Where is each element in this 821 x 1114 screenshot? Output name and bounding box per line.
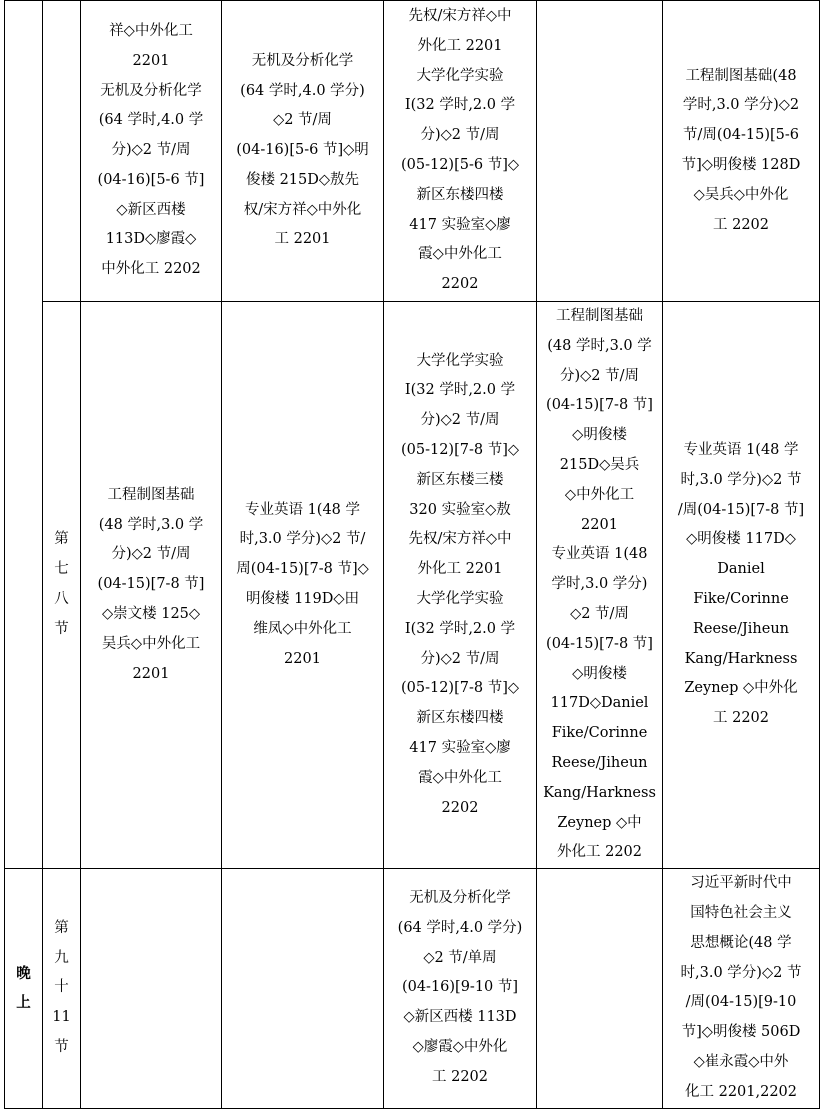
cell-fri-continued: 工程制图基础(48 学时,3.0 学分)◇2 节/周(04-15)[5-6 节]◇明俊楼 128D ◇吴兵◇中外化 工 2202 [663,1,820,302]
timetable [4,0,820,1109]
cell-wed-9-11: 无机及分析化学 (64 学时,4.0 学分) ◇2 节/单周 (04-16)[9-10 节] ◇新区西楼 113D ◇廖霞◇中外化 工 2202 [384,869,537,1108]
cell-wed-7-8: 大学化学实验 I(32 学时,2.0 学 分)◇2 节/周 (05-12)[7-8 节]◇ 新区东楼三楼 320 实验室◇敖 先权/宋方祥◇中 外化工 2201 大学化学实验 I(32 学时,2.0 学 分)◇2 节/周 (05-12)[7-8 节]◇ 新区东楼四楼 417 实验室◇廖 霞◇中外化工 2202 [384,302,537,869]
cell-wed-continued: 先权/宋方祥◇中 外化工 2201 大学化学实验 I(32 学时,2.0 学 分)◇2 节/周 (05-12)[5-6 节]◇ 新区东楼四楼 417 实验室◇廖 霞◇中外化工 2202 [384,1,537,302]
day-label-afternoon [5,1,43,869]
cell-thu-continued [537,1,663,302]
cell-mon-7-8: 工程制图基础 (48 学时,3.0 学 分)◇2 节/周 (04-15)[7-8 节] ◇崇文楼 125◇ 吴兵◇中外化工 2201 [81,302,222,869]
cell-fri-7-8: 专业英语 1(48 学 时,3.0 学分)◇2 节 /周(04-15)[7-8 节] ◇明俊楼 117D◇ Daniel Fike/Corinne Reese/Jiheun Kang/Harkness Zeynep ◇中外化 工 2202 [663,302,820,869]
cell-tue-7-8: 专业英语 1(48 学 时,3.0 学分)◇2 节/ 周(04-15)[7-8 节]◇ 明俊楼 119D◇田 维凤◇中外化工 2201 [222,302,384,869]
timetable-row-period-7-8 [5,302,820,869]
day-label-evening: 晚 上 [5,869,43,1108]
cell-thu-7-8: 工程制图基础 (48 学时,3.0 学 分)◇2 节/周 (04-15)[7-8 节] ◇明俊楼 215D◇吴兵 ◇中外化工 2201 专业英语 1(48 学时,3.0 学分) ◇2 节/周 (04-15)[7-8 节] ◇明俊楼 117D◇Daniel Fike/Corinne Reese/Jiheun Kang/Harkness Zeynep ◇中 外化工 2202 [537,302,663,869]
period-label-continued [43,1,81,302]
cell-mon-continued: 祥◇中外化工 2201 无机及分析化学 (64 学时,4.0 学 分)◇2 节/周 (04-16)[5-6 节] ◇新区西楼 113D◇廖霞◇ 中外化工 2202 [81,1,222,302]
cell-fri-9-11: 习近平新时代中 国特色社会主义 思想概论(48 学 时,3.0 学分)◇2 节 /周(04-15)[9-10 节]◇明俊楼 506D ◇崔永霞◇中外 化工 2201,2202 [663,869,820,1108]
period-label-9-11: 第 九 十 11 节 [43,869,81,1108]
period-label-7-8: 第 七 八 节 [43,302,81,869]
cell-tue-continued: 无机及分析化学 (64 学时,4.0 学分) ◇2 节/周 (04-16)[5-6 节]◇明 俊楼 215D◇敖先 权/宋方祥◇中外化 工 2201 [222,1,384,302]
cell-mon-9-11 [81,869,222,1108]
timetable-row-evening [5,869,820,1108]
cell-tue-9-11 [222,869,384,1108]
cell-thu-9-11 [537,869,663,1108]
timetable-row-continued [5,1,820,302]
